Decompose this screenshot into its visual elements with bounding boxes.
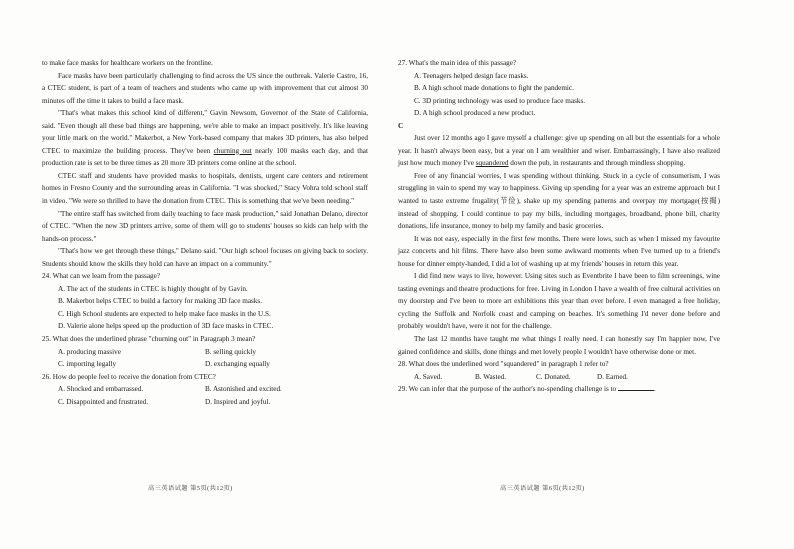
page-footer-left: 高三英语试题 第5页(共12页) [148, 485, 233, 492]
option-28c: C. Donated. [536, 372, 571, 381]
option-26a: A. Shocked and embarrassed. [58, 385, 144, 394]
options-26-row1 [42, 383, 368, 396]
option-28b: B. Wasted. [475, 372, 507, 381]
passage-b-paragraph [42, 107, 368, 170]
option-26d: D. Inspired and joyful. [205, 397, 271, 406]
right-column [398, 57, 720, 396]
passage-b-paragraph: Face masks have been particularly challenging to find across the US since the outbreak. Valerie Castro, 16, a CTEC student, is part of a team of teachers and students who came up with improvement that cut almost 30 minutes off the time it takes to build a face mask. [42, 71, 368, 105]
option-27c: C. 3D printing technology was used to produce face masks. [414, 96, 586, 105]
passage-b-paragraph: "The entire staff has switched from daily teaching to face mask production," said Jonathan Delano, director of CTEC. "When the new 3D printers arrive, some of them will go to students' houses so kids can help with the hands-on process." [42, 209, 368, 243]
paragraph-text: "That's what makes this school kind of different," Gavin Newsom, Governor of the State of California, said. "Even though all these bad things are happening, we're able to make an impact positively. It's like leaving your little mark on the world." Makerbot, a New York-based company that makes 3D printers, has also helped CTEC to maximize the building process. They've been [42, 109, 368, 155]
section-heading: C [398, 121, 404, 130]
page-footer-right: 高三英语试题 第6页(共12页) [500, 485, 585, 492]
underlined-word: squandered [475, 159, 509, 168]
option-27b: B. A high school made donations to fight the pandemic. [414, 84, 574, 93]
question-26: 26. How do people feel to receive the donation from CTEC? [42, 372, 216, 381]
underlined-phrase: churning out [213, 146, 252, 155]
options-25-row1 [42, 346, 368, 359]
option-28d: D. Earned. [597, 372, 628, 381]
passage-b-paragraph: to make face masks for healthcare workers on the frontline. [42, 59, 213, 67]
paragraph-text: nearly 100 masks each day, and that production rate is set to be three times as 20 more 3D printers come online at the school. [42, 146, 368, 168]
passage-b-paragraph: CTEC staff and students have provided masks to hospitals, dentists, urgent care centers and retirement homes in Fresno County and the surrounding areas in California. "I was shocked," Stacy Vohra told school staff in video. "We were so thrilled to have the donation from CTEC. This is something that we've been needing." [42, 171, 368, 206]
option-27a: A. Teenagers helped design face masks. [414, 71, 529, 80]
option-24b: B. Makerbot helps CTEC to build a factory for making 3D face masks. [58, 297, 262, 306]
option-26b: B. Astonished and excited. [205, 385, 282, 394]
option-25a: A. producing massive [58, 347, 121, 356]
option-26c: C. Disappointed and frustrated. [58, 397, 149, 406]
options-26-row2 [42, 396, 368, 409]
passage-c-paragraph: I did find new ways to live, however. Using sites such as Eventbrite I have been to film screenings, wine tasting evenings and theatre productions for free. Living in London I have a wealth of free cultural activities on my doorstep and I've been to more art exhibitions this year than ever before. I even managed a free holiday, cycling the Suffolk and Norfolk coast and camping on beaches. It's something I'd never done before and probably wouldn't have, were it not for the challenge. [398, 272, 720, 331]
answer-blank [618, 384, 654, 391]
passage-b-paragraph: "That's how we get through these things," Delano said. "Our high school focuses on giving back to society. Students should know the skills they hold can have an impact on a community." [42, 247, 368, 268]
option-25b: B. selling quickly [205, 347, 256, 356]
question-25: 25. What does the underlined phrase "churning out" in Paragraph 3 mean? [42, 335, 256, 344]
left-column [42, 57, 368, 408]
option-25c: C. importing legally [58, 360, 117, 369]
options-28-row [398, 371, 720, 384]
question-27: 27. What's the main idea of this passage? [398, 59, 517, 67]
question-29-text: 29. We can infer that the purpose of the author's no-spending challenge is to [398, 385, 617, 394]
passage-c-paragraph: The last 12 months have taught me what things I really need. I can honestly say I'm happier now, I've gained confidence and skills, done things and met lovely people I wouldn't have otherwise done or met. [398, 335, 720, 356]
paragraph-text: Just over 12 months ago I gave myself a challenge: give up spending on all but the essentials for a whole year. It hasn't always been easy, but a year on I am wealthier and wiser. Embarrassingly, I have also realized just how much money I've [398, 134, 720, 168]
question-29: 29. We can infer that the purpose of the author's no-spending challenge is to . [398, 385, 656, 394]
passage-c-paragraph: Free of any financial worries, I was spending without thinking. Stuck in a cycle of consumerism, I was struggling in vain to spend my way to happiness. Giving up spending for a year was an extreme approach but I wanted to taste extreme frugality(节俭), shake up my spending patterns and overpay my mortgage(按揭) instead of shopping. I could continue to pay my bills, including mortgages, broadband, phone bill, charity donations, life insurance, money to help my family and basic groceries. [398, 171, 720, 231]
option-24d: D. Valerie alone helps speed up the production of 3D face masks in CTEC. [58, 322, 274, 331]
option-28a: A. Saved. [414, 372, 443, 381]
option-25d: D. exchanging equally [205, 360, 270, 369]
question-28: 28. What does the underlined word "squandered" in paragraph 1 refer to? [398, 360, 609, 369]
option-24a: A. The act of the students in CTEC is highly thought of by Gavin. [58, 284, 248, 293]
option-27d: D. A high school produced a new product. [414, 109, 536, 118]
passage-c-paragraph: It was not easy, especially in the first few months. There were lows, such as when I missed my favourite jazz concerts and hit films. There have also been some awkward moments when I've turned up to a friend's house for dinner empty-handed, I did a lot of washing up at my friends' houses in return this year. [398, 234, 720, 268]
options-25-row2 [42, 358, 368, 371]
passage-c-paragraph [398, 132, 720, 170]
paragraph-text: down the pub, in restaurants and through mindless shopping. [508, 159, 686, 168]
question-24: 24. What can we learn from the passage? [42, 272, 161, 281]
option-24c: C. High School students are expected to help make face masks in the U.S. [58, 309, 271, 318]
